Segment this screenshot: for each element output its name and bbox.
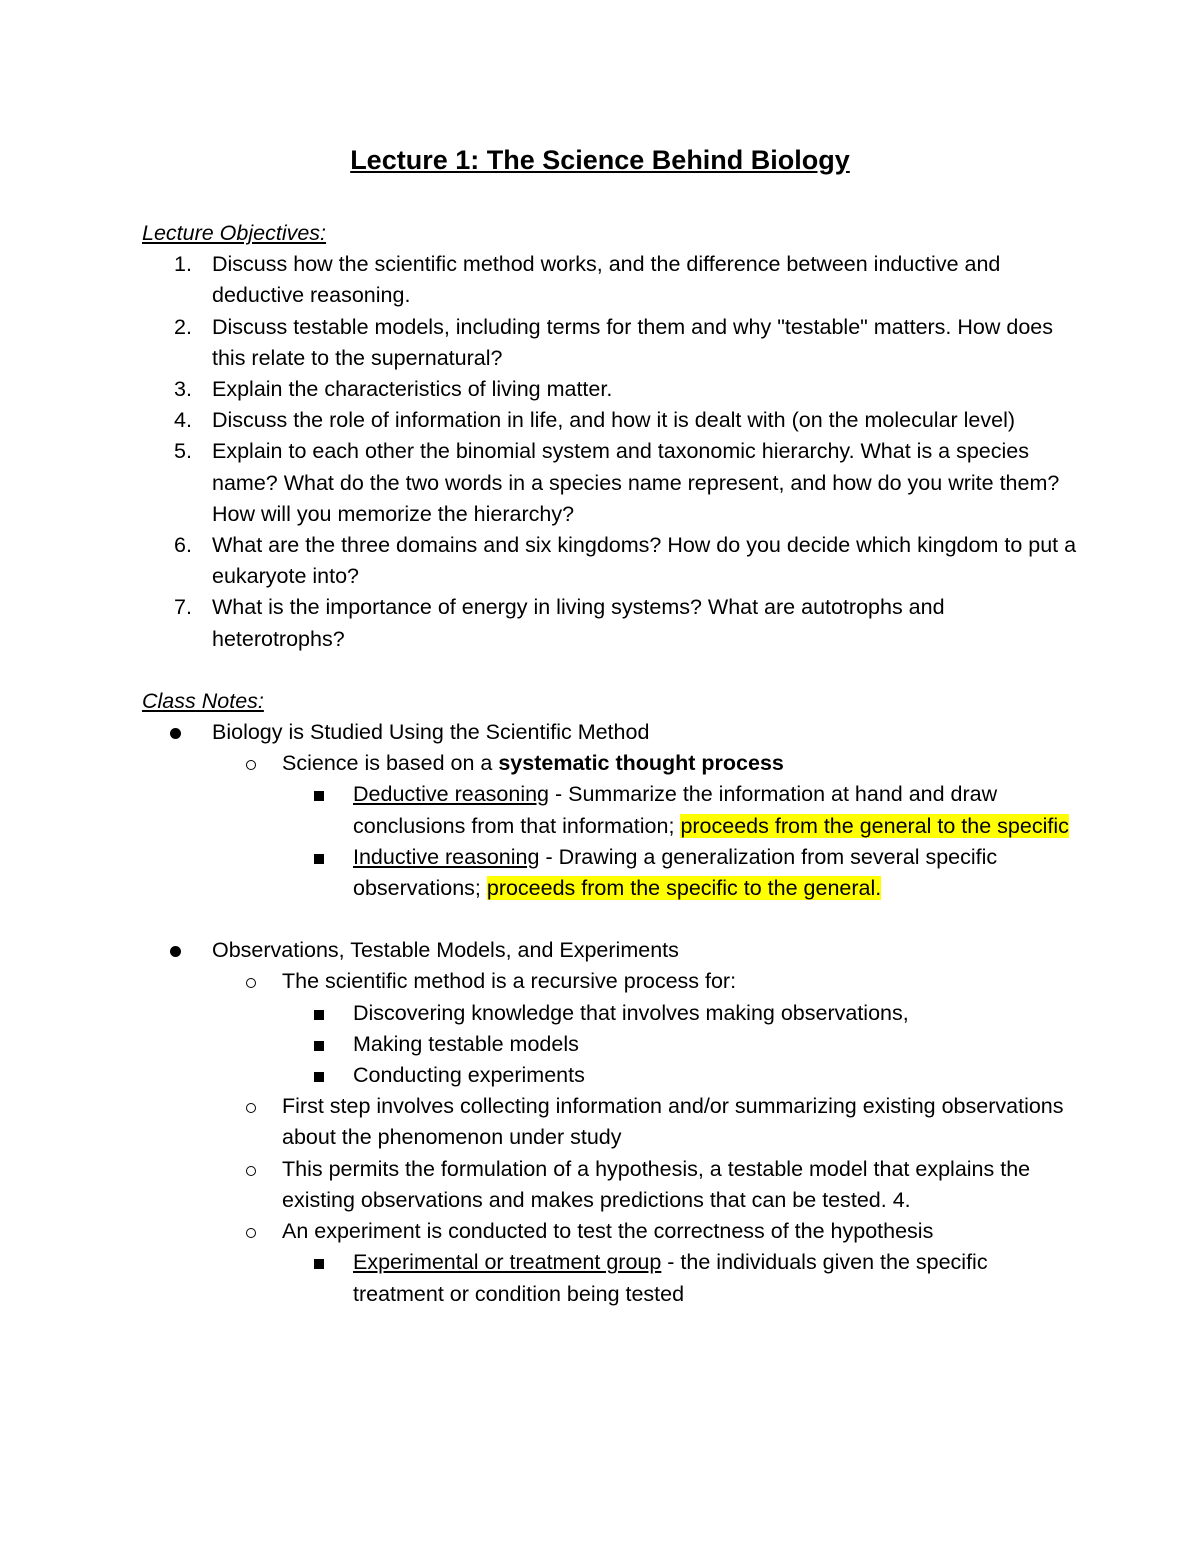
process-item: Discovering knowledge that involves making observations, (353, 1000, 909, 1025)
objective-number: 6. (174, 533, 192, 558)
notes-subbullet (142, 748, 1082, 779)
objective-number: 7. (174, 595, 192, 620)
objective-item (142, 249, 1082, 311)
deductive-term: Deductive reasoning (353, 782, 550, 807)
filled-bullet-icon (170, 717, 181, 748)
square-bullet-icon (314, 842, 324, 873)
section1-sub-bold: systematic thought process (498, 751, 784, 776)
section2-sub1: The scientific method is a recursive process for: (282, 969, 737, 994)
objective-item (142, 530, 1082, 592)
experimental-term: Experimental or treatment group (353, 1250, 662, 1275)
square-bullet-icon (314, 1060, 324, 1091)
notes-bullet (142, 935, 1082, 966)
section1-sub-prefix: Science is based on a (282, 751, 499, 776)
objective-number: 4. (174, 408, 192, 433)
process-item: Conducting experiments (353, 1063, 585, 1088)
inductive-term: Inductive reasoning (353, 844, 540, 869)
experimental-text: - the individuals given the specific treatment or condition being tested (353, 1250, 988, 1306)
notes-subbullet (142, 1091, 1082, 1153)
process-item: Making testable models (353, 1031, 579, 1056)
objective-number: 5. (174, 439, 192, 464)
hollow-bullet-icon (246, 748, 256, 779)
objective-item (142, 436, 1082, 530)
notes-bullet (142, 717, 1082, 748)
section2-title: Observations, Testable Models, and Experiments (212, 938, 679, 963)
section2-sub4: An experiment is conducted to test the correctness of the hypothesis (282, 1219, 934, 1244)
objective-number: 3. (174, 377, 192, 402)
hollow-bullet-icon (246, 1216, 256, 1247)
spacer (142, 904, 1082, 935)
square-bullet-icon (314, 998, 324, 1029)
notes-subbullet (142, 1154, 1082, 1216)
filled-bullet-icon (170, 935, 181, 966)
notes-subbullet (142, 966, 1082, 997)
square-bullet-icon (314, 779, 324, 810)
notes-subsubbullet (142, 1247, 1082, 1309)
objective-text: Explain the characteristics of living matter. (212, 377, 613, 402)
objective-text: Discuss how the scientific method works, and the difference between inductive and deductive reasoning. (212, 252, 1001, 308)
objective-text: What is the importance of energy in living systems? What are autotrophs and heterotrophs? (212, 595, 945, 651)
class-notes-heading: Class Notes: (142, 688, 264, 713)
section2-sub3: This permits the formulation of a hypothesis, a testable model that explains the existing observations and makes predictions that can be tested. 4. (282, 1156, 1031, 1212)
square-bullet-icon (314, 1247, 324, 1278)
section1-title: Biology is Studied Using the Scientific Method (212, 720, 650, 745)
notes-subsubbullet (142, 998, 1082, 1029)
objective-text: Discuss the role of information in life, and how it is dealt with (on the molecular level) (212, 408, 1016, 433)
spacer (142, 655, 1082, 686)
objective-text: What are the three domains and six kingdoms? How do you decide which kingdom to put a eukaryote into? (212, 533, 1077, 589)
deductive-text: - Summarize the information at hand and draw conclusions from that information; (353, 782, 998, 838)
objective-text: Discuss testable models, including terms for them and why "testable" matters. How does this relate to the supernatural? (212, 314, 1053, 370)
notes-subsubbullet (142, 842, 1082, 904)
objective-item (142, 592, 1082, 654)
square-bullet-icon (314, 1029, 324, 1060)
notes-subsubbullet (142, 1060, 1082, 1091)
objective-item (142, 405, 1082, 436)
objective-text: Explain to each other the binomial system and taxonomic hierarchy. What is a species name? What do the two words in a species name represent, and how do you write them? How will you memorize the hierarchy? (212, 439, 1060, 526)
objective-item (142, 312, 1082, 374)
section2-sub2: First step involves collecting information and/or summarizing existing observations about the phenomenon under study (282, 1094, 1064, 1150)
page-title: Lecture 1: The Science Behind Biology (350, 145, 850, 175)
deductive-highlight: proceeds from the general to the specific (680, 813, 1069, 838)
objectives-list (142, 249, 1082, 655)
objective-number: 1. (174, 252, 192, 277)
document-body (142, 218, 1082, 1310)
inductive-highlight: proceeds from the specific to the general. (486, 876, 882, 901)
objectives-heading: Lecture Objectives: (142, 221, 327, 245)
notes-subsubbullet (142, 779, 1082, 841)
hollow-bullet-icon (246, 966, 256, 997)
notes-subbullet (142, 1216, 1082, 1247)
inductive-text: - Drawing a generalization from several specific observations; (353, 844, 998, 901)
objective-number: 2. (174, 314, 192, 339)
hollow-bullet-icon (246, 1154, 256, 1185)
notes-subsubbullet (142, 1029, 1082, 1060)
objective-item (142, 374, 1082, 405)
hollow-bullet-icon (246, 1091, 256, 1122)
